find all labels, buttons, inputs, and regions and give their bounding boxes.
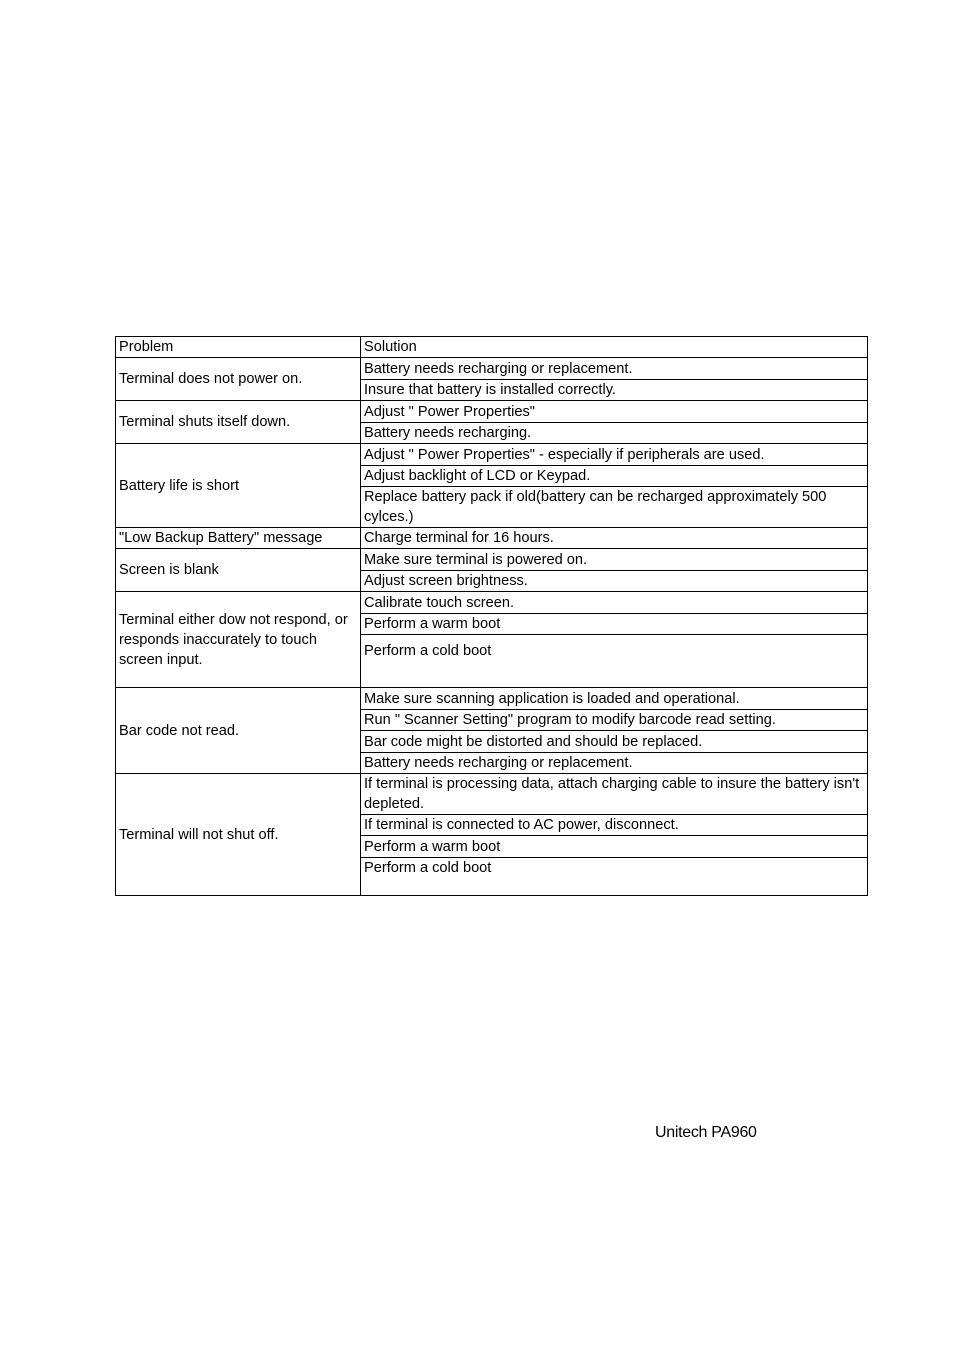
solution-cell: Battery needs recharging or replacement. — [361, 753, 868, 774]
header-problem: Problem — [116, 337, 361, 358]
problem-cell: Terminal either dow not respond, or responds inaccurately to touch screen input. — [116, 592, 361, 688]
solution-cell: Calibrate touch screen. — [361, 592, 868, 614]
table-row — [116, 549, 868, 571]
solution-cell: Adjust backlight of LCD or Keypad. — [361, 466, 868, 487]
solution-cell: Replace battery pack if old(battery can be recharged approximately 500 cylces.) — [361, 487, 868, 528]
solution-cell: If terminal is connected to AC power, disconnect. — [361, 815, 868, 836]
solution-cell: Bar code might be distorted and should be replaced. — [361, 731, 868, 753]
solution-cell: Battery needs recharging. — [361, 423, 868, 444]
table-row — [116, 401, 868, 423]
table-row — [116, 528, 868, 549]
solution-cell: Charge terminal for 16 hours. — [361, 528, 868, 549]
table-row — [116, 774, 868, 815]
solution-cell: Insure that battery is installed correctly. — [361, 380, 868, 401]
solution-cell: Perform a warm boot — [361, 836, 868, 858]
problem-cell: Terminal shuts itself down. — [116, 401, 361, 444]
table-row — [116, 688, 868, 710]
solution-cell: Adjust " Power Properties" - especially if peripherals are used. — [361, 444, 868, 466]
problem-cell: Bar code not read. — [116, 688, 361, 774]
solution-cell: Run " Scanner Setting" program to modify barcode read setting. — [361, 710, 868, 731]
solution-cell: Adjust screen brightness. — [361, 571, 868, 592]
table-row — [116, 358, 868, 380]
table-row — [116, 592, 868, 614]
solution-cell: Adjust " Power Properties" — [361, 401, 868, 423]
solution-cell: Perform a cold boot — [361, 635, 868, 688]
solution-cell: Make sure scanning application is loaded and operational. — [361, 688, 868, 710]
problem-cell: Screen is blank — [116, 549, 361, 592]
solution-cell: Perform a cold boot — [361, 858, 868, 896]
header-solution: Solution — [361, 337, 868, 358]
troubleshooting-table — [115, 336, 868, 896]
solution-cell: Battery needs recharging or replacement. — [361, 358, 868, 380]
solution-cell: Perform a warm boot — [361, 614, 868, 635]
table-row — [116, 444, 868, 466]
footer-model-name: Unitech PA960 — [655, 1124, 757, 1141]
problem-cell: "Low Backup Battery" message — [116, 528, 361, 549]
table-header-row — [116, 337, 868, 358]
solution-cell: Make sure terminal is powered on. — [361, 549, 868, 571]
solution-cell: If terminal is processing data, attach charging cable to insure the battery isn't depleted. — [361, 774, 868, 815]
problem-cell: Terminal will not shut off. — [116, 774, 361, 896]
problem-cell: Battery life is short — [116, 444, 361, 528]
problem-cell: Terminal does not power on. — [116, 358, 361, 401]
